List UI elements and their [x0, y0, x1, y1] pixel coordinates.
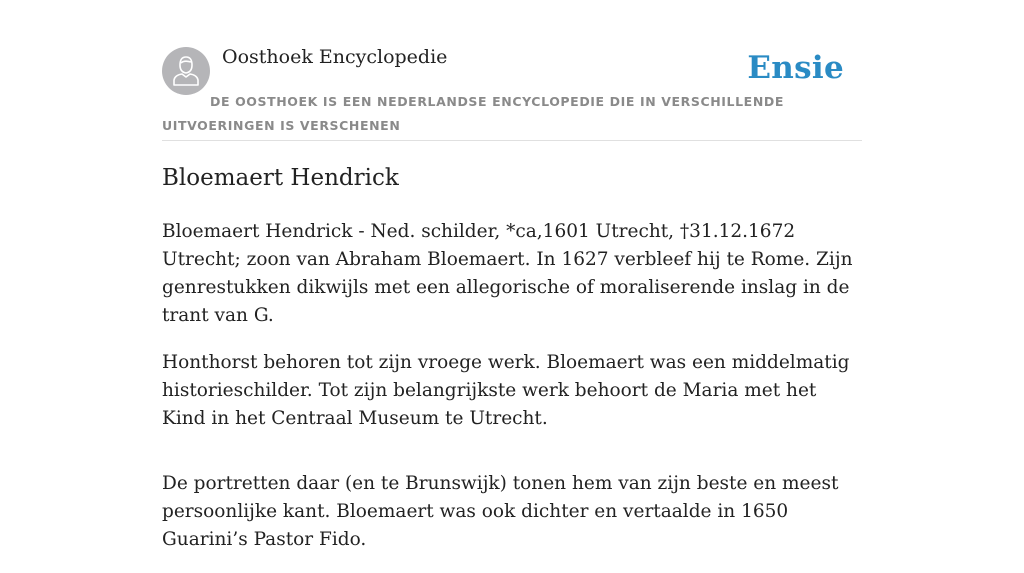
article-paragraph: De portretten daar (en te Brunswijk) tonen hem van zijn beste en meest persoonlijke kant. Bloemaert was ook dichter en vertaalde in 1650 Guarini’s Pastor Fido. — [162, 473, 839, 550]
article-paragraph: Honthorst behoren tot zijn vroege werk. Bloemaert was een middelmatig historieschilder. Tot zijn belangrijkste werk behoort de Maria met het Kind in het Centraal Museum te Utrecht. — [162, 352, 850, 429]
site-tagline: DE OOSTHOEK IS EEN NEDERLANDSE ENCYCLOPEDIE DIE IN VERSCHILLENDE UITVOERINGEN IS VERSCHENEN — [162, 94, 784, 133]
article-paragraph: Bloemaert Hendrick - Ned. schilder, *ca,1601 Utrecht, †31.12.1672 Utrecht; zoon van Abraham Bloemaert. In 1627 verbleef hij te Rome. Zijn genrestukken dikwijls met een allegorische of moraliserende inslag in de trant van G. — [162, 221, 853, 326]
article-content — [162, 160, 862, 573]
site-title[interactable]: Oosthoek Encyclopedie — [222, 46, 448, 68]
ensie-logo[interactable]: Ensie — [747, 50, 844, 86]
article-title: Bloemaert Hendrick — [162, 165, 399, 191]
site-header — [162, 44, 862, 141]
user-icon — [162, 47, 210, 95]
avatar[interactable] — [162, 47, 210, 95]
